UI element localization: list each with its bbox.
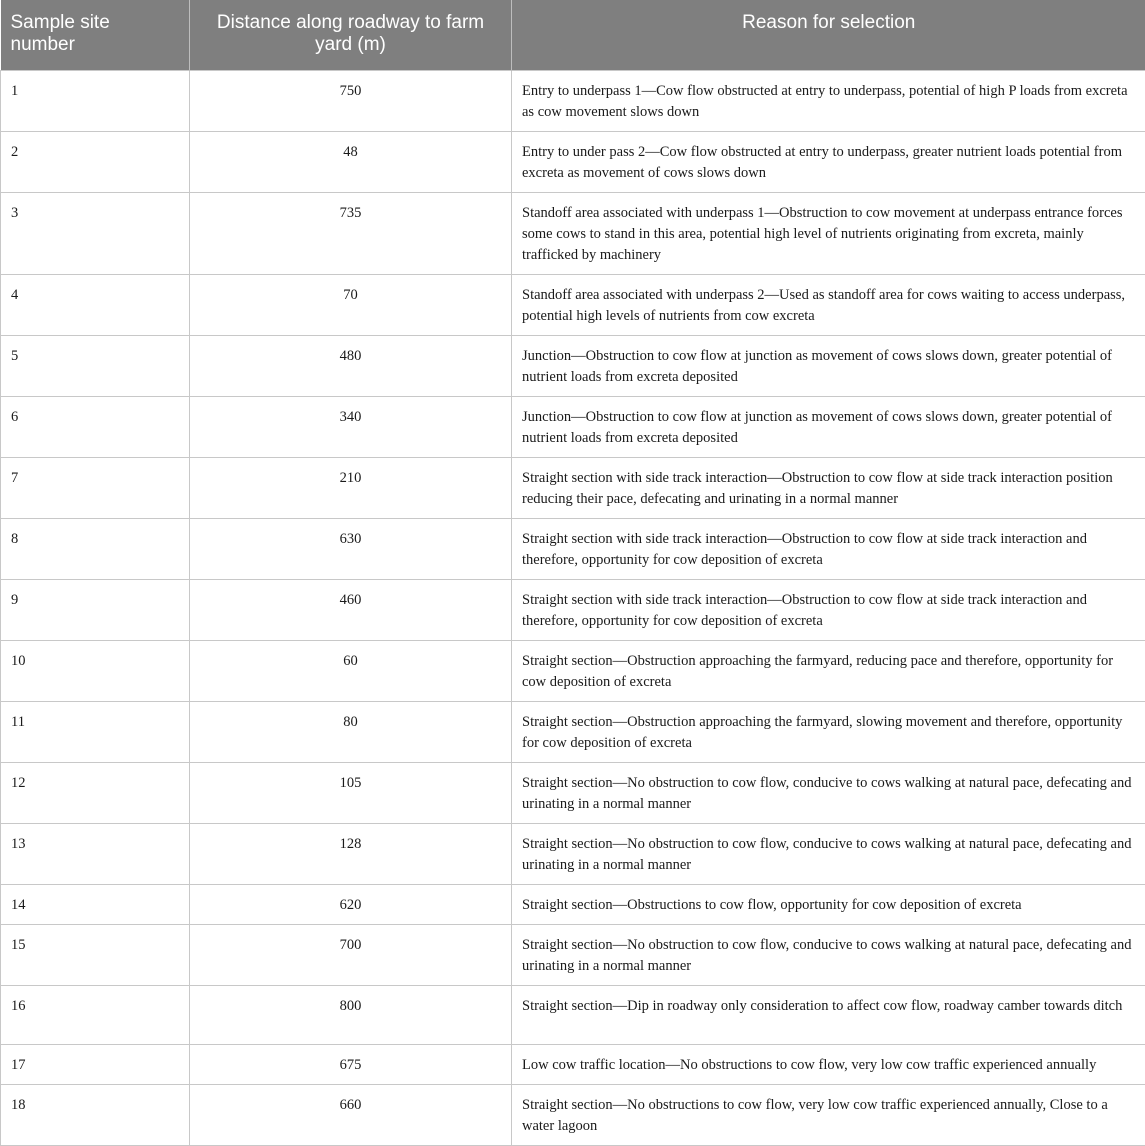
table-row: [1, 640, 1145, 701]
distance-cell: 210: [190, 457, 512, 518]
table-row: [1, 823, 1145, 884]
site-number-cell: 13: [1, 823, 190, 884]
table-row: [1, 924, 1145, 985]
reason-cell: Straight section with side track interaction—Obstruction to cow flow at side track interaction position reducing their pace, defecating and urinating in a normal manner: [512, 457, 1145, 518]
header-site-number: Sample site number: [1, 0, 190, 70]
reason-cell: Straight section—No obstruction to cow flow, conducive to cows walking at natural pace, defecating and urinating in a normal manner: [512, 762, 1145, 823]
table-row: [1, 579, 1145, 640]
site-number-cell: 14: [1, 884, 190, 924]
site-number-cell: 7: [1, 457, 190, 518]
distance-cell: 675: [190, 1044, 512, 1084]
site-number-cell: 18: [1, 1084, 190, 1145]
distance-cell: 660: [190, 1084, 512, 1145]
site-number-cell: 4: [1, 274, 190, 335]
site-number-cell: 1: [1, 70, 190, 131]
distance-cell: 105: [190, 762, 512, 823]
reason-cell: Straight section—No obstruction to cow flow, conducive to cows walking at natural pace, defecating and urinating in a normal manner: [512, 823, 1145, 884]
site-number-cell: 10: [1, 640, 190, 701]
site-number-cell: 5: [1, 335, 190, 396]
reason-cell: Entry to under pass 2—Cow flow obstructed at entry to underpass, greater nutrient loads potential from excreta as movement of cows slows down: [512, 131, 1145, 192]
site-number-cell: 12: [1, 762, 190, 823]
reason-cell: Straight section—Obstructions to cow flow, opportunity for cow deposition of excreta: [512, 884, 1145, 924]
site-number-cell: 3: [1, 192, 190, 274]
header-reason: Reason for selection: [512, 0, 1145, 70]
distance-cell: 70: [190, 274, 512, 335]
distance-cell: 620: [190, 884, 512, 924]
table-row: [1, 131, 1145, 192]
table-header: [1, 0, 1145, 70]
table-row: [1, 457, 1145, 518]
distance-cell: 80: [190, 701, 512, 762]
distance-cell: 480: [190, 335, 512, 396]
distance-cell: 340: [190, 396, 512, 457]
reason-cell: Straight section with side track interaction—Obstruction to cow flow at side track interaction and therefore, opportunity for cow deposition of excreta: [512, 579, 1145, 640]
table-row: [1, 518, 1145, 579]
table-row: [1, 70, 1145, 131]
reason-cell: Straight section—No obstruction to cow flow, conducive to cows walking at natural pace, defecating and urinating in a normal manner: [512, 924, 1145, 985]
table-row: [1, 701, 1145, 762]
site-number-cell: 15: [1, 924, 190, 985]
site-number-cell: 8: [1, 518, 190, 579]
header-distance: Distance along roadway to farm yard (m): [190, 0, 512, 70]
distance-cell: 800: [190, 985, 512, 1044]
site-number-cell: 9: [1, 579, 190, 640]
distance-cell: 630: [190, 518, 512, 579]
table-row: [1, 335, 1145, 396]
reason-cell: Straight section—No obstructions to cow flow, very low cow traffic experienced annually, Close to a water lagoon: [512, 1084, 1145, 1145]
reason-cell: Straight section with side track interaction—Obstruction to cow flow at side track interaction and therefore, opportunity for cow deposition of excreta: [512, 518, 1145, 579]
reason-cell: Straight section—Obstruction approaching the farmyard, reducing pace and therefore, opportunity for cow deposition of excreta: [512, 640, 1145, 701]
site-number-cell: 17: [1, 1044, 190, 1084]
distance-cell: 735: [190, 192, 512, 274]
distance-cell: 48: [190, 131, 512, 192]
reason-cell: Junction—Obstruction to cow flow at junction as movement of cows slows down, greater potential of nutrient loads from excreta deposited: [512, 396, 1145, 457]
reason-cell: Standoff area associated with underpass 1—Obstruction to cow movement at underpass entrance forces some cows to stand in this area, potential high level of nutrients originating from excreta, mainly trafficked by machinery: [512, 192, 1145, 274]
reason-cell: Straight section—Dip in roadway only consideration to affect cow flow, roadway camber towards ditch: [512, 985, 1145, 1044]
distance-cell: 60: [190, 640, 512, 701]
site-number-cell: 16: [1, 985, 190, 1044]
distance-cell: 460: [190, 579, 512, 640]
reason-cell: Low cow traffic location—No obstructions to cow flow, very low cow traffic experienced annually: [512, 1044, 1145, 1084]
table-row: [1, 274, 1145, 335]
reason-cell: Entry to underpass 1—Cow flow obstructed at entry to underpass, potential of high P loads from excreta as cow movement slows down: [512, 70, 1145, 131]
distance-cell: 128: [190, 823, 512, 884]
table-row: [1, 985, 1145, 1044]
table-body: [1, 70, 1145, 1145]
table-row: [1, 762, 1145, 823]
site-number-cell: 2: [1, 131, 190, 192]
site-number-cell: 6: [1, 396, 190, 457]
distance-cell: 700: [190, 924, 512, 985]
distance-cell: 750: [190, 70, 512, 131]
reason-cell: Standoff area associated with underpass 2—Used as standoff area for cows waiting to access underpass, potential high levels of nutrients from cow excreta: [512, 274, 1145, 335]
reason-cell: Junction—Obstruction to cow flow at junction as movement of cows slows down, greater potential of nutrient loads from excreta deposited: [512, 335, 1145, 396]
reason-cell: Straight section—Obstruction approaching the farmyard, slowing movement and therefore, opportunity for cow deposition of excreta: [512, 701, 1145, 762]
table-row: [1, 1084, 1145, 1145]
table-row: [1, 396, 1145, 457]
site-number-cell: 11: [1, 701, 190, 762]
table-row: [1, 884, 1145, 924]
table-row: [1, 1044, 1145, 1084]
table-row: [1, 192, 1145, 274]
header-row: [1, 0, 1145, 70]
